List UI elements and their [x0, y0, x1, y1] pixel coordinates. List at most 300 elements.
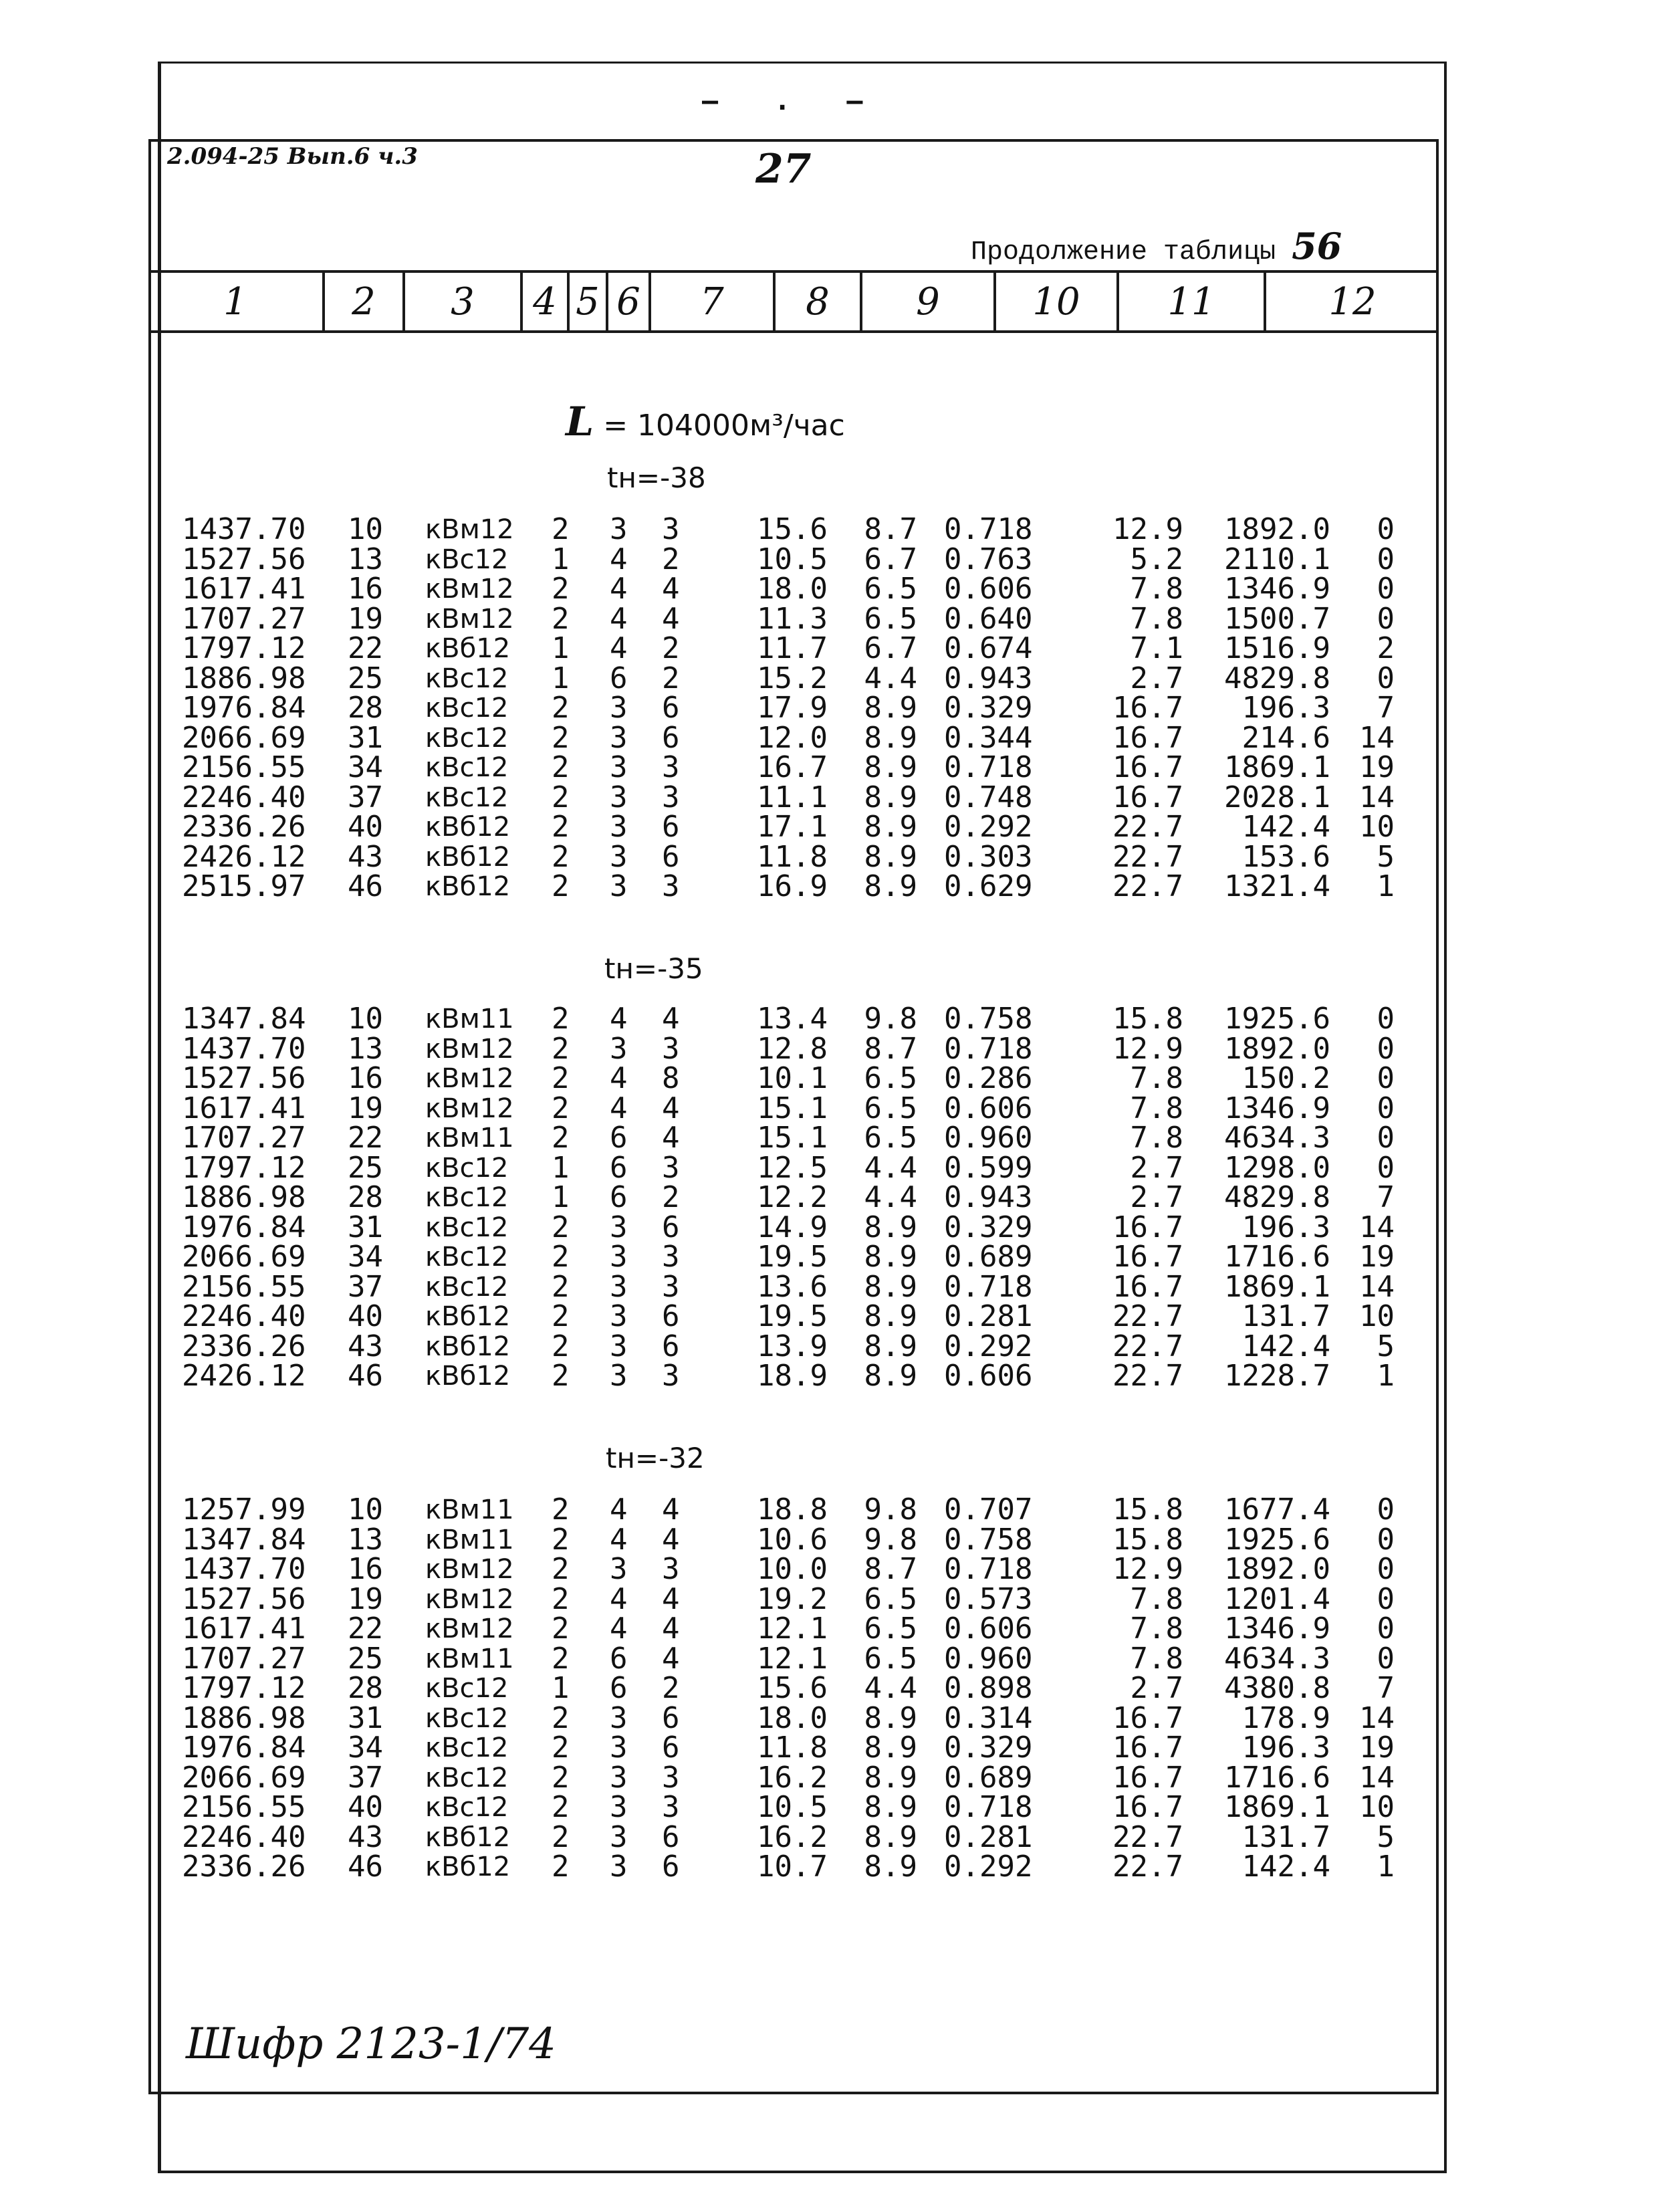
- cell-col-12: 2: [1377, 631, 1395, 665]
- cell-col-11: 1892.0: [1224, 1031, 1330, 1066]
- cell-col-4: 2: [552, 1061, 570, 1095]
- cell-col-1: 1617.41: [182, 1091, 306, 1125]
- cell-col-1: 1527.56: [182, 542, 306, 576]
- cell-col-9: 0.329: [944, 691, 1033, 725]
- cell-col-1: 1617.41: [182, 572, 306, 606]
- cell-col-11: 1298.0: [1224, 1150, 1330, 1185]
- cell-col-9: 0.960: [944, 1641, 1033, 1676]
- cell-col-6: 4: [662, 572, 680, 606]
- cell-col-1: 1976.84: [182, 1731, 306, 1765]
- cell-col-1: 2246.40: [182, 1819, 306, 1854]
- cell-col-5: 4: [610, 1091, 628, 1125]
- cell-col-8: 8.7: [864, 1552, 917, 1586]
- cell-col-9: 0.689: [944, 1760, 1033, 1795]
- cell-col-12: 10: [1359, 1299, 1395, 1333]
- cell-col-3: кВс12: [425, 1152, 509, 1184]
- cell-col-10: 16.7: [1112, 750, 1183, 784]
- cell-col-9: 0.689: [944, 1240, 1033, 1274]
- cell-col-2: 37: [348, 780, 383, 814]
- cell-col-1: 2066.69: [182, 1760, 306, 1795]
- cell-col-5: 3: [610, 780, 628, 814]
- cell-col-2: 40: [348, 1790, 383, 1824]
- cell-col-5: 3: [610, 691, 628, 725]
- cell-col-10: 7.1: [1130, 631, 1183, 665]
- cell-col-11: 1500.7: [1224, 601, 1330, 636]
- cell-col-10: 12.9: [1112, 1552, 1183, 1586]
- cell-col-8: 6.5: [864, 1581, 917, 1616]
- cell-col-11: 1892.0: [1224, 512, 1330, 546]
- cell-col-12: 0: [1377, 1581, 1395, 1616]
- cell-col-4: 2: [552, 512, 570, 546]
- table-row: [0, 1492, 1658, 1527]
- cell-col-7: 18.8: [757, 1492, 828, 1527]
- cell-col-6: 6: [662, 1210, 680, 1244]
- cell-col-10: 22.7: [1112, 869, 1183, 903]
- cell-col-12: 0: [1377, 1121, 1395, 1155]
- cell-col-12: 0: [1377, 542, 1395, 576]
- cell-col-12: 0: [1377, 512, 1395, 546]
- cell-col-3: кВс12: [425, 1762, 509, 1793]
- cell-col-3: кВс12: [425, 663, 509, 694]
- cell-col-9: 0.629: [944, 869, 1033, 903]
- cell-col-2: 43: [348, 1819, 383, 1854]
- cell-col-8: 4.4: [864, 1150, 917, 1185]
- cell-col-7: 10.6: [757, 1522, 828, 1557]
- cell-col-7: 10.5: [757, 1790, 828, 1824]
- cell-col-2: 31: [348, 720, 383, 755]
- cell-col-3: кВм12: [425, 574, 514, 604]
- cell-col-4: 2: [552, 750, 570, 784]
- cell-col-6: 4: [662, 1121, 680, 1155]
- cell-col-3: кВб12: [425, 812, 511, 843]
- cell-col-5: 6: [610, 1121, 628, 1155]
- cell-col-7: 12.2: [757, 1180, 828, 1214]
- cell-col-3: кВм11: [425, 1004, 514, 1034]
- cell-col-4: 2: [552, 839, 570, 874]
- cell-col-5: 4: [610, 631, 628, 665]
- cell-col-6: 4: [662, 1581, 680, 1616]
- cell-col-3: кВм12: [425, 514, 514, 545]
- table-row: [0, 1269, 1658, 1304]
- cell-col-7: 12.0: [757, 720, 828, 755]
- cell-col-1: 2336.26: [182, 1329, 306, 1363]
- cell-col-5: 3: [610, 720, 628, 755]
- cell-col-4: 2: [552, 691, 570, 725]
- cell-col-1: 1437.70: [182, 1031, 306, 1066]
- table-row: [0, 1522, 1658, 1557]
- cell-col-3: кВб12: [425, 1361, 511, 1392]
- cell-col-5: 3: [610, 1299, 628, 1333]
- cell-col-9: 0.573: [944, 1581, 1033, 1616]
- cell-col-9: 0.718: [944, 512, 1033, 546]
- cell-col-6: 3: [662, 1790, 680, 1824]
- cell-col-8: 8.9: [864, 1269, 917, 1304]
- cell-col-3: кВм12: [425, 1093, 514, 1124]
- cell-col-10: 15.8: [1112, 1492, 1183, 1527]
- table-row: [0, 1641, 1658, 1676]
- cell-col-4: 2: [552, 720, 570, 755]
- cell-col-8: 8.9: [864, 1210, 917, 1244]
- cell-col-10: 16.7: [1112, 780, 1183, 814]
- cell-col-1: 1797.12: [182, 631, 306, 665]
- cell-col-5: 3: [610, 839, 628, 874]
- cell-col-2: 28: [348, 1671, 383, 1705]
- table-row: [0, 1852, 1658, 1882]
- cell-col-1: 2336.26: [182, 810, 306, 844]
- cell-col-6: 6: [662, 1819, 680, 1854]
- cell-col-6: 3: [662, 750, 680, 784]
- cell-col-4: 1: [552, 631, 570, 665]
- cell-col-2: 13: [348, 1031, 383, 1066]
- table-row: [0, 1061, 1658, 1095]
- cell-col-9: 0.292: [944, 1329, 1033, 1363]
- cell-col-10: 7.8: [1130, 1091, 1183, 1125]
- cell-col-12: 0: [1377, 1150, 1395, 1185]
- cell-col-12: 1: [1377, 869, 1395, 903]
- cell-col-2: 31: [348, 1210, 383, 1244]
- cell-col-1: 2426.12: [182, 1359, 306, 1393]
- cell-col-8: 8.9: [864, 869, 917, 903]
- cell-col-6: 3: [662, 780, 680, 814]
- table-row: [0, 1614, 1658, 1644]
- cell-col-3: кВс12: [425, 1673, 509, 1704]
- cell-col-6: 6: [662, 839, 680, 874]
- cell-col-2: 46: [348, 1359, 383, 1393]
- table-row: [0, 780, 1658, 814]
- cell-col-11: 142.4: [1241, 1850, 1330, 1884]
- cell-col-11: 1716.6: [1224, 1760, 1330, 1795]
- cell-col-1: 2246.40: [182, 1299, 306, 1333]
- cell-col-9: 0.718: [944, 1790, 1033, 1824]
- cell-col-11: 1716.6: [1224, 1240, 1330, 1274]
- cell-col-4: 2: [552, 1850, 570, 1884]
- cell-col-4: 2: [552, 601, 570, 636]
- cell-col-2: 28: [348, 1180, 383, 1214]
- cell-col-4: 2: [552, 1091, 570, 1125]
- cell-col-8: 8.9: [864, 1359, 917, 1393]
- cell-col-11: 1925.6: [1224, 1522, 1330, 1557]
- cell-col-1: 1527.56: [182, 1061, 306, 1095]
- cell-col-12: 7: [1377, 1671, 1395, 1705]
- cell-col-8: 6.5: [864, 1612, 917, 1646]
- cell-col-1: 1437.70: [182, 1552, 306, 1586]
- cell-col-10: 2.7: [1130, 1150, 1183, 1185]
- cell-col-7: 18.0: [757, 1700, 828, 1735]
- cell-col-6: 4: [662, 601, 680, 636]
- cell-col-6: 2: [662, 542, 680, 576]
- cell-col-1: 2066.69: [182, 720, 306, 755]
- cell-col-8: 8.9: [864, 1240, 917, 1274]
- cell-col-12: 0: [1377, 661, 1395, 695]
- cell-col-10: 7.8: [1130, 1581, 1183, 1616]
- cell-col-9: 0.303: [944, 839, 1033, 874]
- cell-col-11: 1321.4: [1224, 869, 1330, 903]
- cell-col-4: 2: [552, 1269, 570, 1304]
- cell-col-7: 15.6: [757, 1671, 828, 1705]
- cell-col-9: 0.640: [944, 601, 1033, 636]
- cell-col-4: 2: [552, 780, 570, 814]
- continuation-text: Продолжение таблицы: [971, 237, 1276, 267]
- cell-col-4: 2: [552, 1359, 570, 1393]
- cell-col-2: 34: [348, 1240, 383, 1274]
- cell-col-2: 46: [348, 869, 383, 903]
- cell-col-6: 3: [662, 1240, 680, 1274]
- cell-col-7: 19.5: [757, 1240, 828, 1274]
- cell-col-1: 1797.12: [182, 1150, 306, 1185]
- cell-col-3: кВс12: [425, 782, 509, 813]
- cell-col-9: 0.718: [944, 1552, 1033, 1586]
- cell-col-4: 2: [552, 1581, 570, 1616]
- cell-col-2: 19: [348, 1091, 383, 1125]
- cell-col-6: 4: [662, 1522, 680, 1557]
- cell-col-3: кВс12: [425, 1702, 509, 1734]
- table-row: [0, 1552, 1658, 1586]
- cell-col-11: 4634.3: [1224, 1641, 1330, 1676]
- cell-col-7: 19.5: [757, 1299, 828, 1333]
- column-header-1: 1: [148, 273, 325, 330]
- cell-col-2: 31: [348, 1700, 383, 1735]
- cell-col-11: 1869.1: [1224, 1269, 1330, 1304]
- cell-col-5: 4: [610, 542, 628, 576]
- cell-col-12: 10: [1359, 1790, 1395, 1824]
- cell-col-7: 12.5: [757, 1150, 828, 1185]
- cell-col-11: 178.9: [1241, 1700, 1330, 1735]
- cell-col-11: 1516.9: [1224, 631, 1330, 665]
- document-cipher: Шифр 2123-1/74: [186, 2019, 556, 2069]
- cell-col-8: 6.5: [864, 601, 917, 636]
- table-row: [0, 1671, 1658, 1705]
- cell-col-12: 5: [1377, 1819, 1395, 1854]
- cell-col-6: 3: [662, 512, 680, 546]
- cell-col-9: 0.943: [944, 661, 1033, 695]
- cell-col-12: 10: [1359, 810, 1395, 844]
- section-label: tн=-38: [607, 461, 706, 494]
- cell-col-3: кВс12: [425, 1182, 509, 1213]
- cell-col-3: кВм12: [425, 603, 514, 635]
- cell-col-4: 2: [552, 572, 570, 606]
- cell-col-3: кВб12: [425, 841, 511, 873]
- cell-col-6: 6: [662, 691, 680, 725]
- cell-col-8: 8.9: [864, 1731, 917, 1765]
- cell-col-7: 13.4: [757, 1002, 828, 1036]
- cell-col-3: кВб12: [425, 633, 511, 664]
- cell-col-6: 6: [662, 1731, 680, 1765]
- cell-col-11: 4829.8: [1224, 661, 1330, 695]
- cell-col-1: 2246.40: [182, 780, 306, 814]
- cell-col-3: кВс12: [425, 1271, 509, 1303]
- table-row: [0, 1790, 1658, 1824]
- cell-col-8: 8.9: [864, 1700, 917, 1735]
- table-row: [0, 1242, 1658, 1272]
- cell-col-10: 12.9: [1112, 512, 1183, 546]
- cell-col-10: 16.7: [1112, 1700, 1183, 1735]
- column-header-4: 4: [523, 273, 570, 330]
- cell-col-6: 3: [662, 1269, 680, 1304]
- cell-col-6: 3: [662, 1150, 680, 1185]
- cell-col-4: 2: [552, 1790, 570, 1824]
- cell-col-2: 13: [348, 1522, 383, 1557]
- cell-col-2: 34: [348, 1731, 383, 1765]
- cell-col-2: 28: [348, 691, 383, 725]
- cell-col-11: 214.6: [1241, 720, 1330, 755]
- cell-col-7: 13.9: [757, 1329, 828, 1363]
- cell-col-5: 3: [610, 1790, 628, 1824]
- cell-col-10: 2.7: [1130, 1671, 1183, 1705]
- cell-col-9: 0.718: [944, 750, 1033, 784]
- cell-col-12: 14: [1359, 780, 1395, 814]
- cell-col-3: кВм11: [425, 1524, 514, 1555]
- cell-col-6: 4: [662, 1612, 680, 1646]
- cell-col-2: 22: [348, 1612, 383, 1646]
- table-row: [0, 1760, 1658, 1795]
- cell-col-5: 3: [610, 1819, 628, 1854]
- column-header-9: 9: [862, 273, 996, 330]
- cell-col-12: 19: [1359, 1240, 1395, 1274]
- cell-col-11: 1677.4: [1224, 1492, 1330, 1527]
- cell-col-10: 7.8: [1130, 1641, 1183, 1676]
- cell-col-1: 2156.55: [182, 1790, 306, 1824]
- cell-col-11: 1869.1: [1224, 1790, 1330, 1824]
- cell-col-4: 2: [552, 1612, 570, 1646]
- cell-col-10: 22.7: [1112, 1850, 1183, 1884]
- cell-col-3: кВм11: [425, 1643, 514, 1674]
- cell-col-8: 8.9: [864, 750, 917, 784]
- cell-col-10: 7.8: [1130, 572, 1183, 606]
- cell-col-8: 6.5: [864, 1641, 917, 1676]
- cell-col-1: 1257.99: [182, 1492, 306, 1527]
- cell-col-9: 0.943: [944, 1180, 1033, 1214]
- table-row: [0, 1150, 1658, 1185]
- cell-col-2: 19: [348, 601, 383, 636]
- cell-col-8: 8.9: [864, 1819, 917, 1854]
- cell-col-5: 6: [610, 1180, 628, 1214]
- cell-col-2: 40: [348, 810, 383, 844]
- cell-col-9: 0.606: [944, 1612, 1033, 1646]
- cell-col-8: 8.9: [864, 1850, 917, 1884]
- cell-col-8: 8.9: [864, 1760, 917, 1795]
- cell-col-5: 3: [610, 750, 628, 784]
- cell-col-10: 16.7: [1112, 1240, 1183, 1274]
- cell-col-5: 4: [610, 1612, 628, 1646]
- cell-col-5: 3: [610, 1760, 628, 1795]
- table-row: [0, 1091, 1658, 1125]
- cell-col-10: 15.8: [1112, 1002, 1183, 1036]
- table-row: [0, 869, 1658, 903]
- cell-col-8: 4.4: [864, 1671, 917, 1705]
- cell-col-5: 3: [610, 1552, 628, 1586]
- cell-col-10: 22.7: [1112, 1819, 1183, 1854]
- cell-col-9: 0.960: [944, 1121, 1033, 1155]
- column-header-6: 6: [608, 273, 651, 330]
- cell-col-10: 5.2: [1130, 542, 1183, 576]
- cell-col-6: 6: [662, 1299, 680, 1333]
- cell-col-7: 11.3: [757, 601, 828, 636]
- cell-col-4: 1: [552, 542, 570, 576]
- cell-col-6: 6: [662, 720, 680, 755]
- cell-col-6: 3: [662, 869, 680, 903]
- cell-col-7: 10.7: [757, 1850, 828, 1884]
- cell-col-11: 196.3: [1241, 1210, 1330, 1244]
- cell-col-10: 2.7: [1130, 1180, 1183, 1214]
- cell-col-8: 6.7: [864, 631, 917, 665]
- cell-col-8: 8.9: [864, 1299, 917, 1333]
- column-header-10: 10: [996, 273, 1119, 330]
- cell-col-2: 43: [348, 839, 383, 874]
- cell-col-6: 4: [662, 1641, 680, 1676]
- cell-col-3: кВб12: [425, 1852, 511, 1882]
- cell-col-8: 6.7: [864, 542, 917, 576]
- column-header-2: 2: [325, 273, 405, 330]
- column-header-11: 11: [1119, 273, 1266, 330]
- column-header-5: 5: [570, 273, 608, 330]
- cell-col-5: 3: [610, 869, 628, 903]
- cell-col-5: 4: [610, 1061, 628, 1095]
- cell-col-9: 0.281: [944, 1299, 1033, 1333]
- cell-col-12: 19: [1359, 750, 1395, 784]
- cell-col-12: 0: [1377, 1002, 1395, 1036]
- cell-col-6: 6: [662, 1329, 680, 1363]
- cell-col-7: 11.1: [757, 780, 828, 814]
- cell-col-6: 4: [662, 1002, 680, 1036]
- table-row: [0, 812, 1658, 842]
- cell-col-8: 6.5: [864, 1121, 917, 1155]
- cell-col-10: 16.7: [1112, 720, 1183, 755]
- cell-col-1: 1707.27: [182, 601, 306, 636]
- cell-col-4: 2: [552, 869, 570, 903]
- cell-col-9: 0.329: [944, 1210, 1033, 1244]
- cell-col-8: 8.9: [864, 839, 917, 874]
- cell-col-7: 17.1: [757, 810, 828, 844]
- cell-col-4: 2: [552, 1492, 570, 1527]
- cell-col-10: 22.7: [1112, 1329, 1183, 1363]
- cell-col-2: 25: [348, 1641, 383, 1676]
- cell-col-8: 9.8: [864, 1492, 917, 1527]
- table-row: [0, 1299, 1658, 1333]
- cell-col-3: кВс12: [425, 1212, 509, 1243]
- cell-col-4: 1: [552, 661, 570, 695]
- cell-col-12: 0: [1377, 1641, 1395, 1676]
- cell-col-2: 43: [348, 1329, 383, 1363]
- cell-col-8: 4.4: [864, 1180, 917, 1214]
- cell-col-4: 2: [552, 1522, 570, 1557]
- cell-col-12: 0: [1377, 601, 1395, 636]
- cell-col-12: 0: [1377, 1552, 1395, 1586]
- cell-col-7: 13.6: [757, 1269, 828, 1304]
- table-row: [0, 1361, 1658, 1391]
- cell-col-1: 2336.26: [182, 1850, 306, 1884]
- table-row: [0, 661, 1658, 695]
- cell-col-8: 8.9: [864, 691, 917, 725]
- cell-col-2: 37: [348, 1760, 383, 1795]
- cell-col-11: 142.4: [1241, 810, 1330, 844]
- cell-col-1: 2066.69: [182, 1240, 306, 1274]
- cell-col-4: 2: [552, 1031, 570, 1066]
- cell-col-11: 196.3: [1241, 691, 1330, 725]
- cell-col-10: 16.7: [1112, 1760, 1183, 1795]
- cell-col-8: 6.5: [864, 572, 917, 606]
- cell-col-10: 16.7: [1112, 1790, 1183, 1824]
- column-header-8: 8: [776, 273, 862, 330]
- cell-col-3: кВм11: [425, 1123, 514, 1153]
- cell-col-10: 15.8: [1112, 1522, 1183, 1557]
- cell-col-5: 6: [610, 661, 628, 695]
- table-row: [0, 839, 1658, 874]
- cell-col-4: 2: [552, 1121, 570, 1155]
- cell-col-12: 19: [1359, 1731, 1395, 1765]
- cell-col-10: 16.7: [1112, 691, 1183, 725]
- cell-col-9: 0.599: [944, 1150, 1033, 1185]
- cell-col-3: кВм12: [425, 1063, 514, 1094]
